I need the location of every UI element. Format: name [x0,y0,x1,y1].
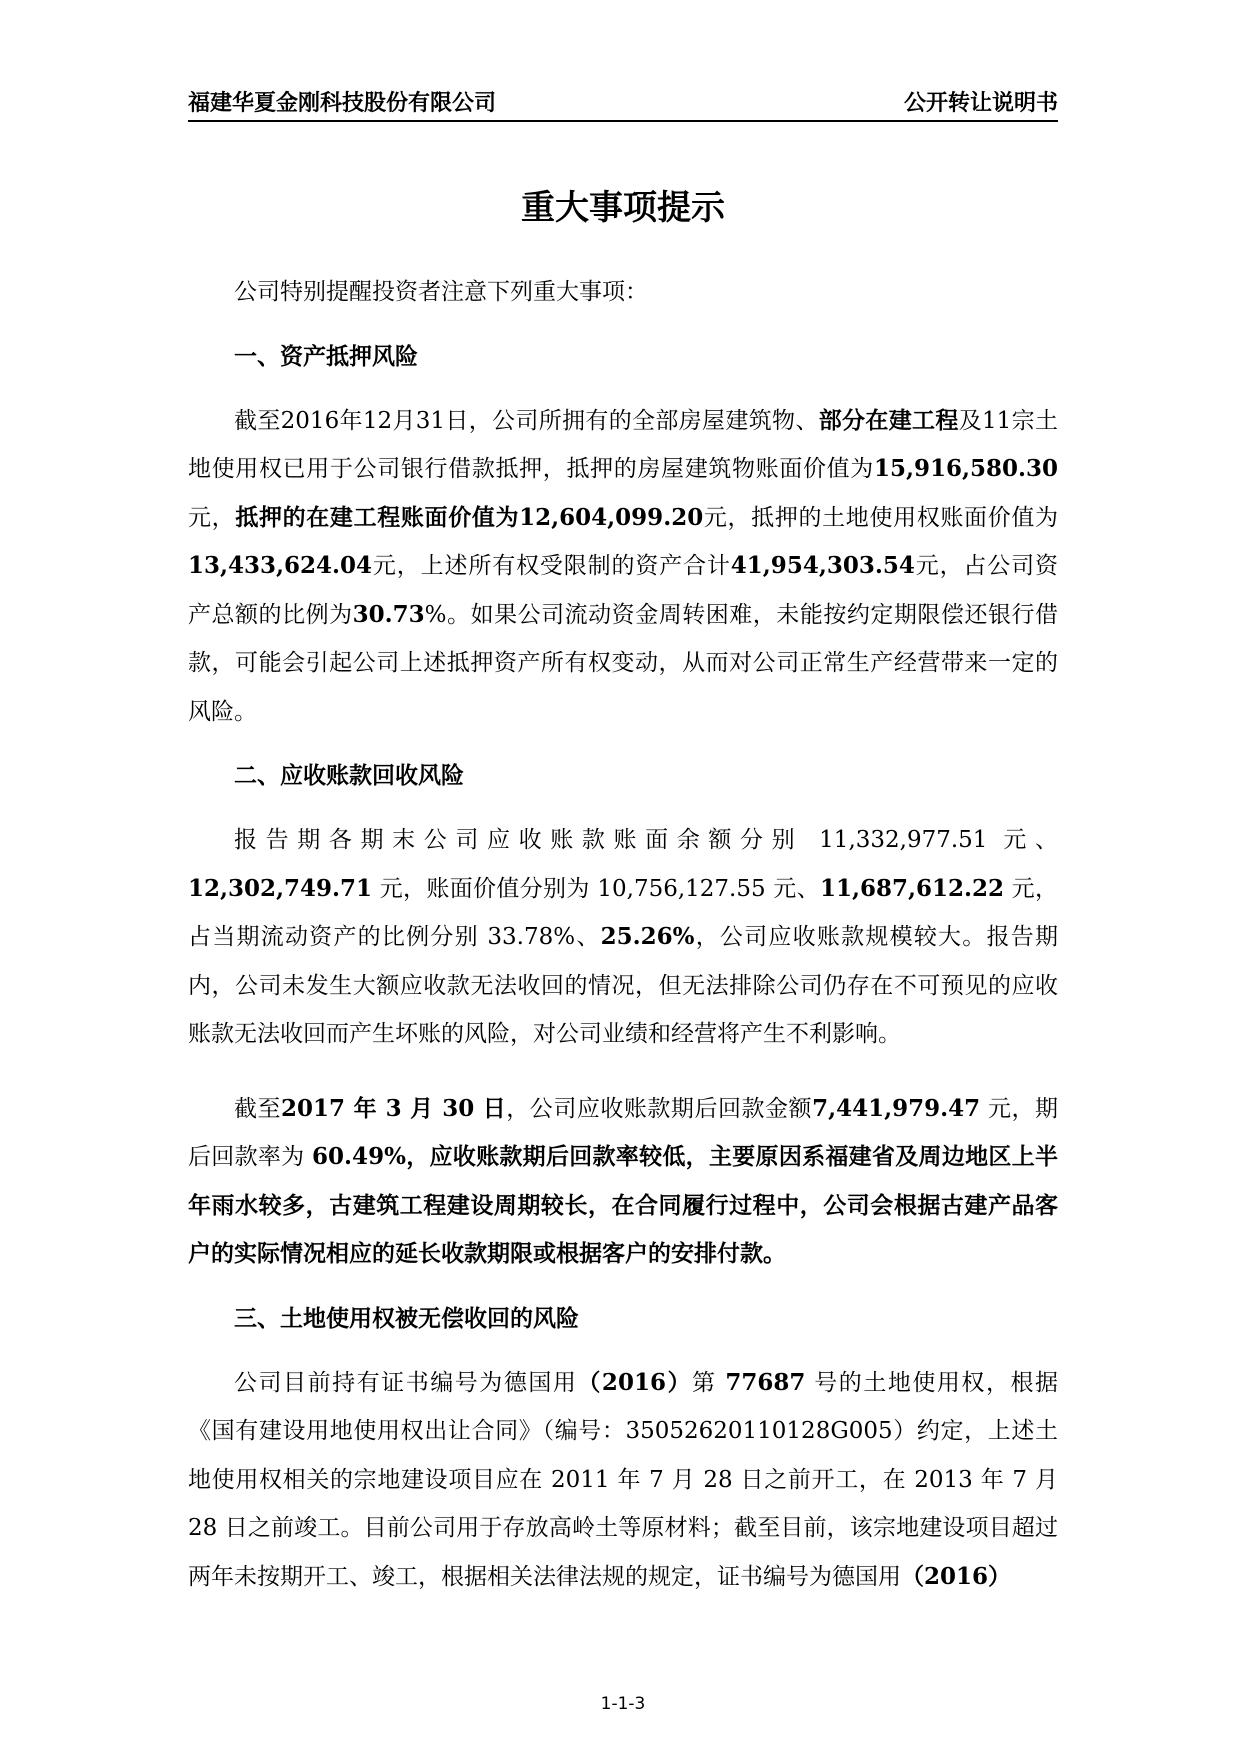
asset-mortgage-paragraph: 截至2016年12月31日，公司所拥有的全部房屋建筑物、部分在建工程及11宗土地使用权已用于公司银行借款抵押，抵押的房屋建筑物账面价值为15,916,580.30元，抵押的在建工程账面价值为12,604,099.20元，抵押的土地使用权账面价值为13,433,624.04元，上述所有权受限制的资产合计41,954,303.54元，占公司资产总额的比例为30.73%。如果公司流动资金周转困难，未能按约定期限偿还银行借款，可能会引起公司上述抵押资产所有权变动，从而对公司正常生产经营带来一定的风险。 [188,406,1059,725]
header-document-type: 公开转让说明书 [903,91,1058,116]
page-number: 1-1-3 [600,1694,646,1714]
land-use-right-paragraph: 公司目前持有证书编号为德国用（2016）第 77687 号的土地使用权，根据《国有建设用地使用权出让合同》（编号：35052620110128G005）约定，上述土地使用权相关的宗地建设项目应在 2011 年 7 月 28 日之前开工，在 2013 年 7 月 28 日之前竣工。目前公司用于存放高岭土等原材料；截至目前，该宗地建设项目超过两年未按期开工、竣工，根据相关法律法规的规定，证书编号为德国用（2016） [188,1368,1059,1590]
header-company-name: 福建华夏金刚科技股份有限公司 [188,91,497,116]
intro-paragraph: 公司特别提醒投资者注意下列重大事项： [234,279,648,305]
page-header [188,86,1058,122]
receivables-paragraph-2: 截至2017 年 3 月 30 日，公司应收账款期后回款金额7,441,979.47 元，期后回款率为 60.49%，应收账款期后回款率较低，主要原因系福建省及周边地区上半年雨水较多，古建筑工程建设周期较长，在合同履行过程中，公司会根据古建产品客户的实际情况相应的延长收款期限或根据客户的安排付款。 [188,1094,1059,1267]
section-heading-asset-mortgage: 一、资产抵押风险 [234,343,418,370]
section-heading-receivables: 二、应收账款回收风险 [234,763,464,789]
page-title: 重大事项提示 [521,188,725,228]
document-body [188,268,1058,1601]
receivables-paragraph-1: 报告期各期末公司应收账款账面余额分别 11,332,977.51 元、12,302,749.71 元，账面价值分别为 10,756,127.55 元、11,687,612.22 元，占当期流动资产的比例分别 33.78%、25.26%，公司应收账款规模较大。报告期内，公司未发生大额应收款无法收回的情况，但无法排除公司仍存在不可预见的应收账款无法收回而产生坏账的风险，对公司业绩和经营将产生不利影响。 [188,827,1059,1047]
section-heading-land-use-right: 三、土地使用权被无偿收回的风险 [234,1305,579,1332]
